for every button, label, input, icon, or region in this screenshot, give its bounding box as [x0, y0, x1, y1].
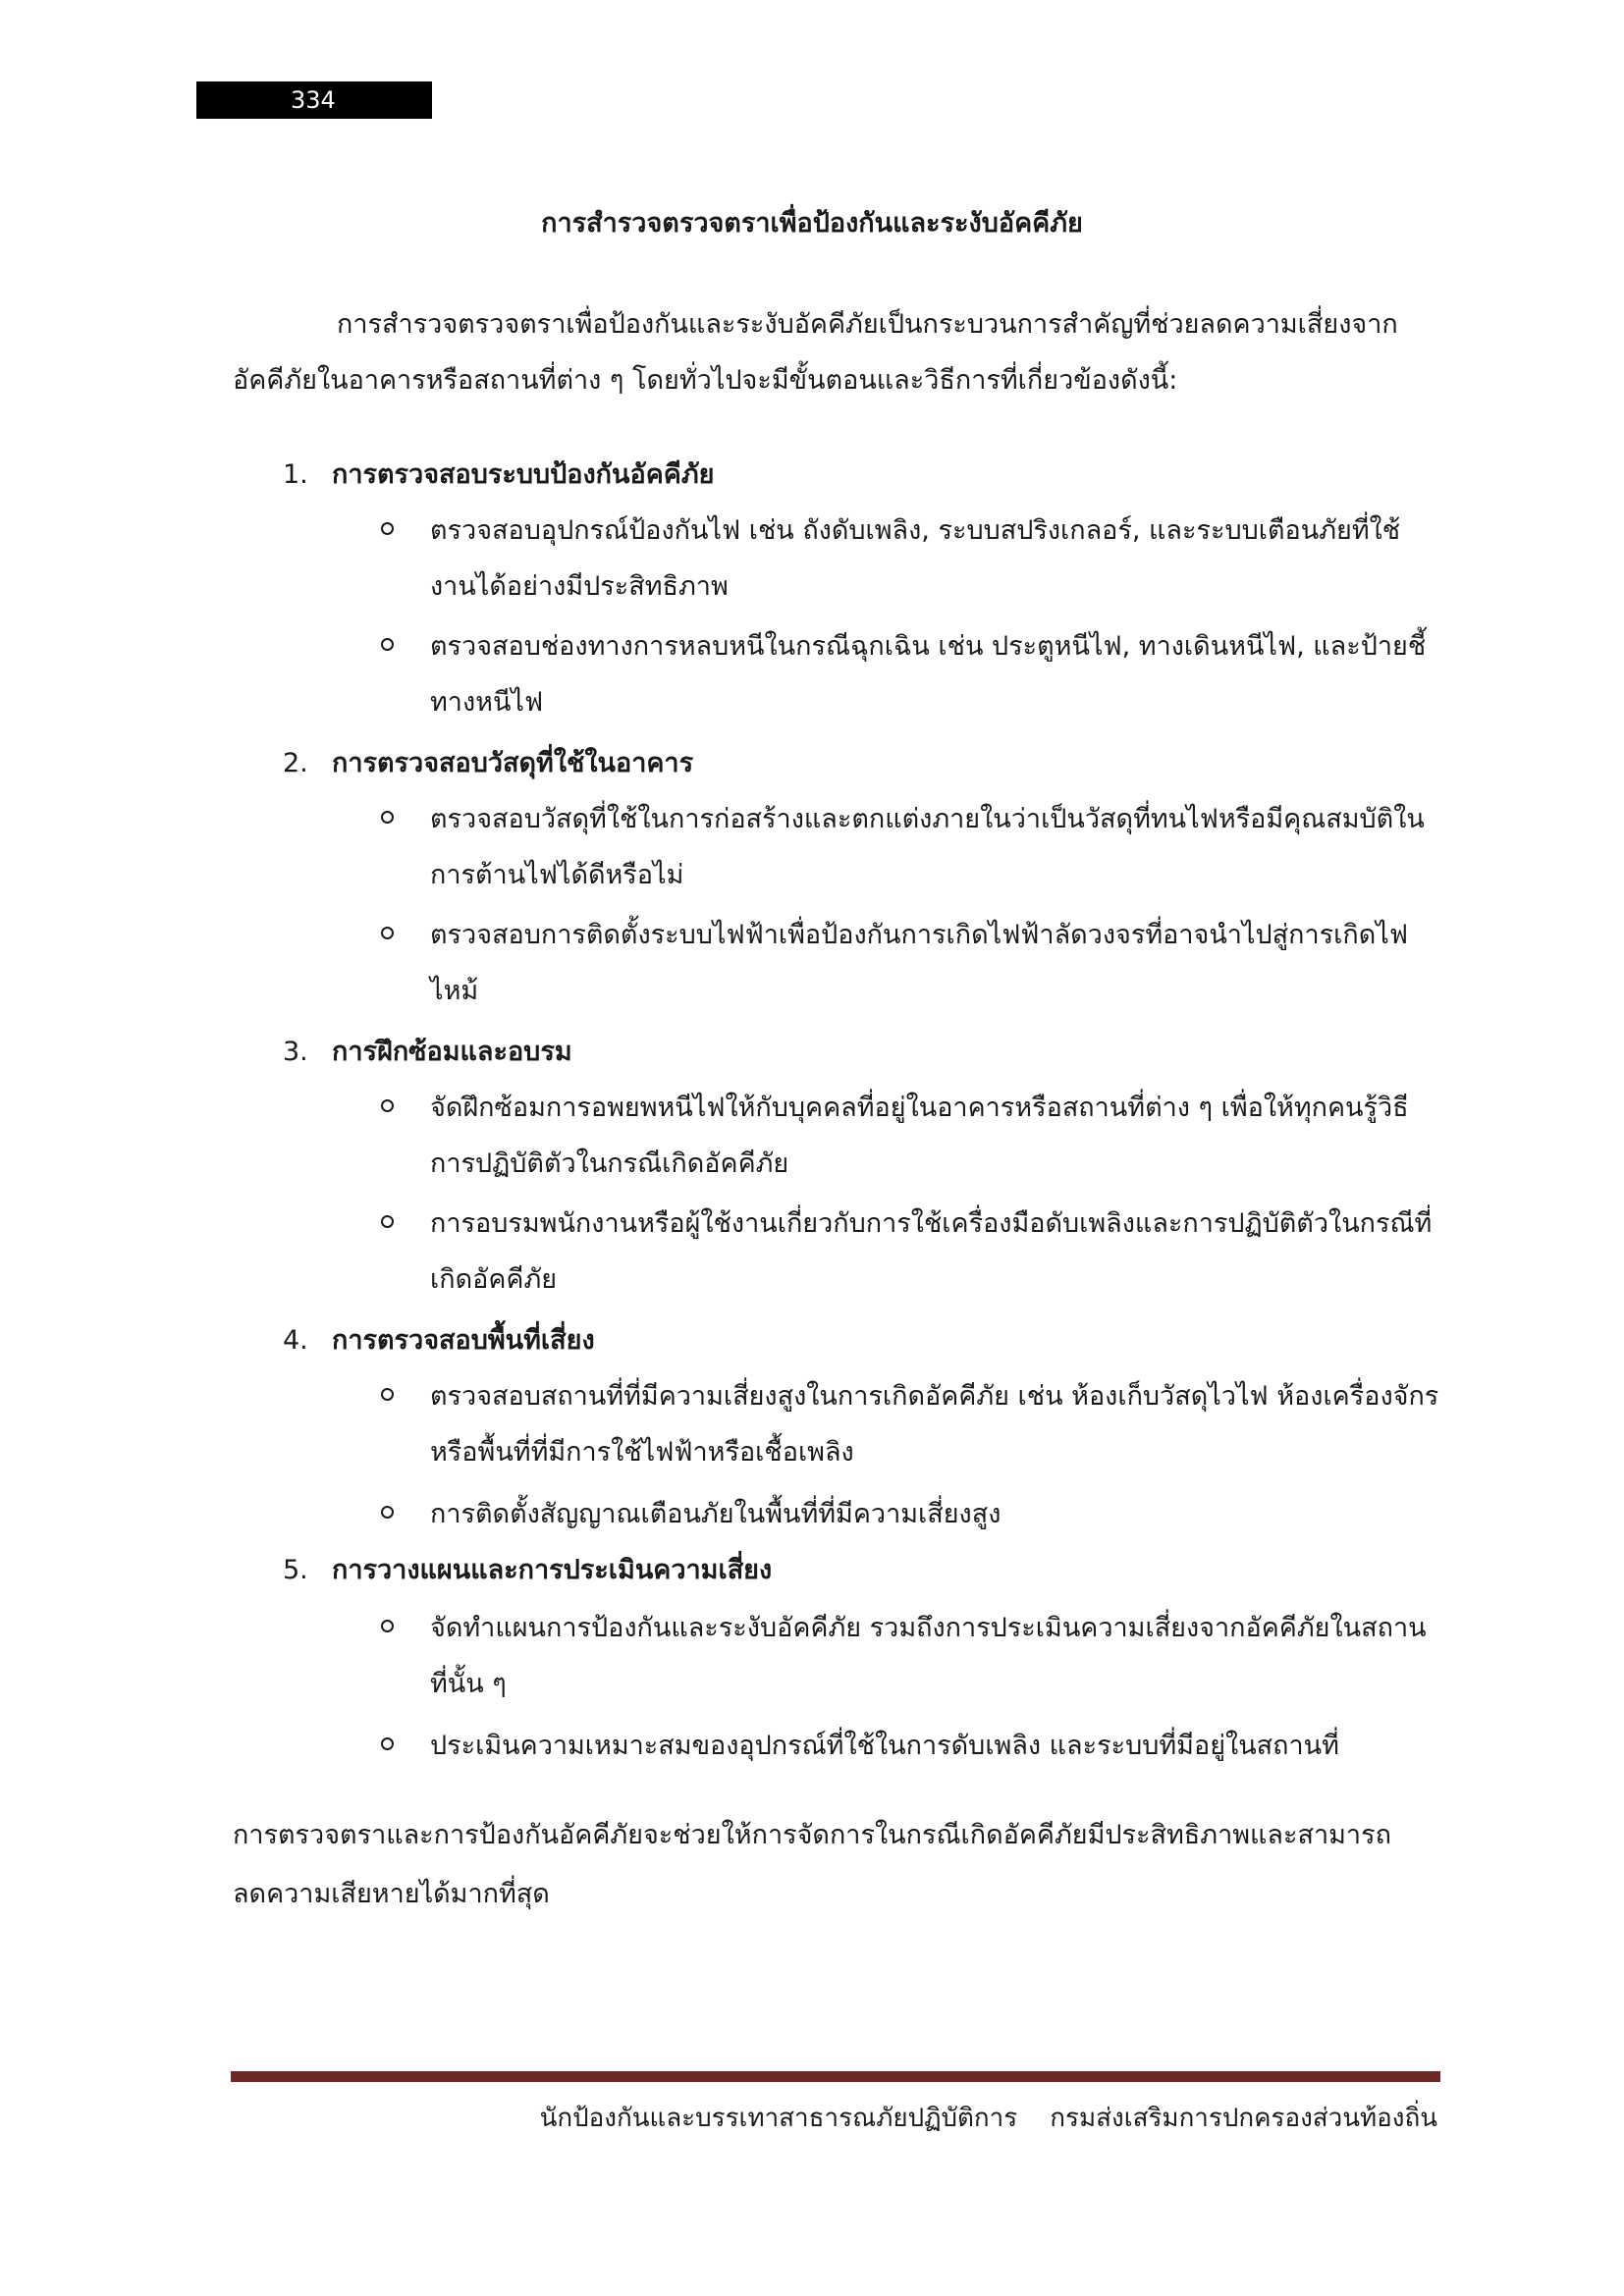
list-item-text: จัดฝึกซ้อมการอพยพหนีไฟให้กับบุคคลที่อยู่ในอาคารหรือสถานที่ต่าง ๆ เพื่อให้ทุกคนรู้วิธีการปฏิบัติตัวในกรณีเกิดอัคคีภัย: [430, 1093, 1409, 1179]
list-item: [381, 618, 1441, 730]
bullet-circle-icon: [381, 1737, 394, 1750]
list-item: [381, 791, 1441, 903]
list-item: [381, 503, 1441, 614]
bullet-circle-icon: [381, 1506, 394, 1519]
list-item: [381, 1718, 1441, 1774]
list-item: [381, 907, 1441, 1019]
conclusion-paragraph: การตรวจตราและการป้องกันอัคคีภัยจะช่วยให้การจัดการในกรณีเกิดอัคคีภัยมีประสิทธิภาพและสามารถลดความเสียหายได้มากที่สุด: [233, 1820, 1391, 1909]
list-item-text: การติดตั้งสัญญาณเตือนภัยในพื้นที่ที่มีความเสี่ยงสูง: [430, 1499, 1001, 1529]
bullet-circle-icon: [381, 927, 394, 939]
bullet-circle-icon: [381, 1215, 394, 1228]
footer-divider: [231, 2071, 1440, 2082]
list-item-text: ตรวจสอบสถานที่ที่มีความเสี่ยงสูงในการเกิดอัคคีภัย เช่น ห้องเก็บวัสดุไวไฟ ห้องเครื่องจักร หรือพื้นที่ที่มีการใช้ไฟฟ้าหรือเชื้อเพลิง: [430, 1381, 1439, 1468]
section-number: 4.: [283, 1325, 308, 1356]
list-item: [381, 1368, 1441, 1480]
bullet-circle-icon: [381, 1388, 394, 1401]
bullet-circle-icon: [381, 522, 394, 535]
section-heading: [283, 1551, 772, 1590]
section-title: การวางแผนและการประเมินความเสี่ยง: [332, 1555, 773, 1585]
bullet-circle-icon: [381, 811, 394, 824]
section-number: 2.: [283, 748, 308, 778]
document-title: การสำรวจตรวจตราเพื่อป้องกันและระงับอัคคีภัย: [541, 208, 1083, 239]
list-item: [381, 1080, 1441, 1192]
bullet-circle-icon: [381, 1620, 394, 1632]
section-title: การตรวจสอบพื้นที่เสี่ยง: [332, 1325, 595, 1356]
list-item-text: จัดทำแผนการป้องกันและระงับอัคคีภัย รวมถึงการประเมินความเสี่ยงจากอัคคีภัยในสถานที่นั้น ๆ: [430, 1613, 1427, 1699]
bullet-circle-icon: [381, 638, 394, 651]
section-number: 5.: [283, 1555, 308, 1585]
list-item: [381, 1196, 1441, 1308]
section-title: การฝึกซ้อมและอบรม: [332, 1037, 572, 1067]
section-title: การตรวจสอบระบบป้องกันอัคคีภัย: [332, 459, 715, 490]
list-item-text: ตรวจสอบการติดตั้งระบบไฟฟ้าเพื่อป้องกันการเกิดไฟฟ้าลัดวงจรที่อาจนำไปสู่การเกิดไฟไหม้: [430, 920, 1408, 1006]
section-heading: [283, 1321, 595, 1361]
list-item-text: การอบรมพนักงานหรือผู้ใช้งานเกี่ยวกับการใช้เครื่องมือดับเพลิงและการปฏิบัติตัวในกรณีที่เกิดอัคคีภัย: [430, 1208, 1433, 1295]
footer-text: นักป้องกันและบรรเทาสาธารณภัยปฏิบัติการ กรมส่งเสริมการปกครองส่วนท้องถิ่น: [539, 2104, 1437, 2133]
list-item-text: ประเมินความเหมาะสมของอุปกรณ์ที่ใช้ในการดับเพลิง และระบบที่มีอยู่ในสถานที่: [430, 1731, 1339, 1761]
section-number: 1.: [283, 459, 308, 490]
bullet-circle-icon: [381, 1099, 394, 1112]
list-item-text: ตรวจสอบอุปกรณ์ป้องกันไฟ เช่น ถังดับเพลิง, ระบบสปริงเกลอร์, และระบบเตือนภัยที่ใช้งานได้อย่างมีประสิทธิภาพ: [430, 515, 1401, 602]
section-heading: [283, 1033, 572, 1072]
list-item-text: ตรวจสอบช่องทางการหลบหนีในกรณีฉุกเฉิน เช่น ประตูหนีไฟ, ทางเดินหนีไฟ, และป้ายชี้ทางหนีไฟ: [430, 631, 1427, 718]
list-item-text: ตรวจสอบวัสดุที่ใช้ในการก่อสร้างและตกแต่งภายในว่าเป็นวัสดุที่ทนไฟหรือมีคุณสมบัติในการต้านไฟได้ดีหรือไม่: [430, 804, 1425, 890]
list-item: [381, 1600, 1441, 1712]
section-heading: [283, 744, 693, 783]
page-number: 334: [196, 81, 432, 119]
section-heading: [283, 455, 714, 495]
intro-paragraph: การสำรวจตรวจตราเพื่อป้องกันและระงับอัคคีภัยเป็นกระบวนการสำคัญที่ช่วยลดความเสี่ยงจากอัคคีภัยในอาคารหรือสถานที่ต่าง ๆ โดยทั่วไปจะมีขั้นตอนและวิธีการที่เกี่ยวข้องดังนี้:: [233, 309, 1398, 396]
section-title: การตรวจสอบวัสดุที่ใช้ในอาคาร: [332, 748, 694, 778]
list-item: [381, 1486, 1441, 1542]
section-number: 3.: [283, 1037, 308, 1067]
